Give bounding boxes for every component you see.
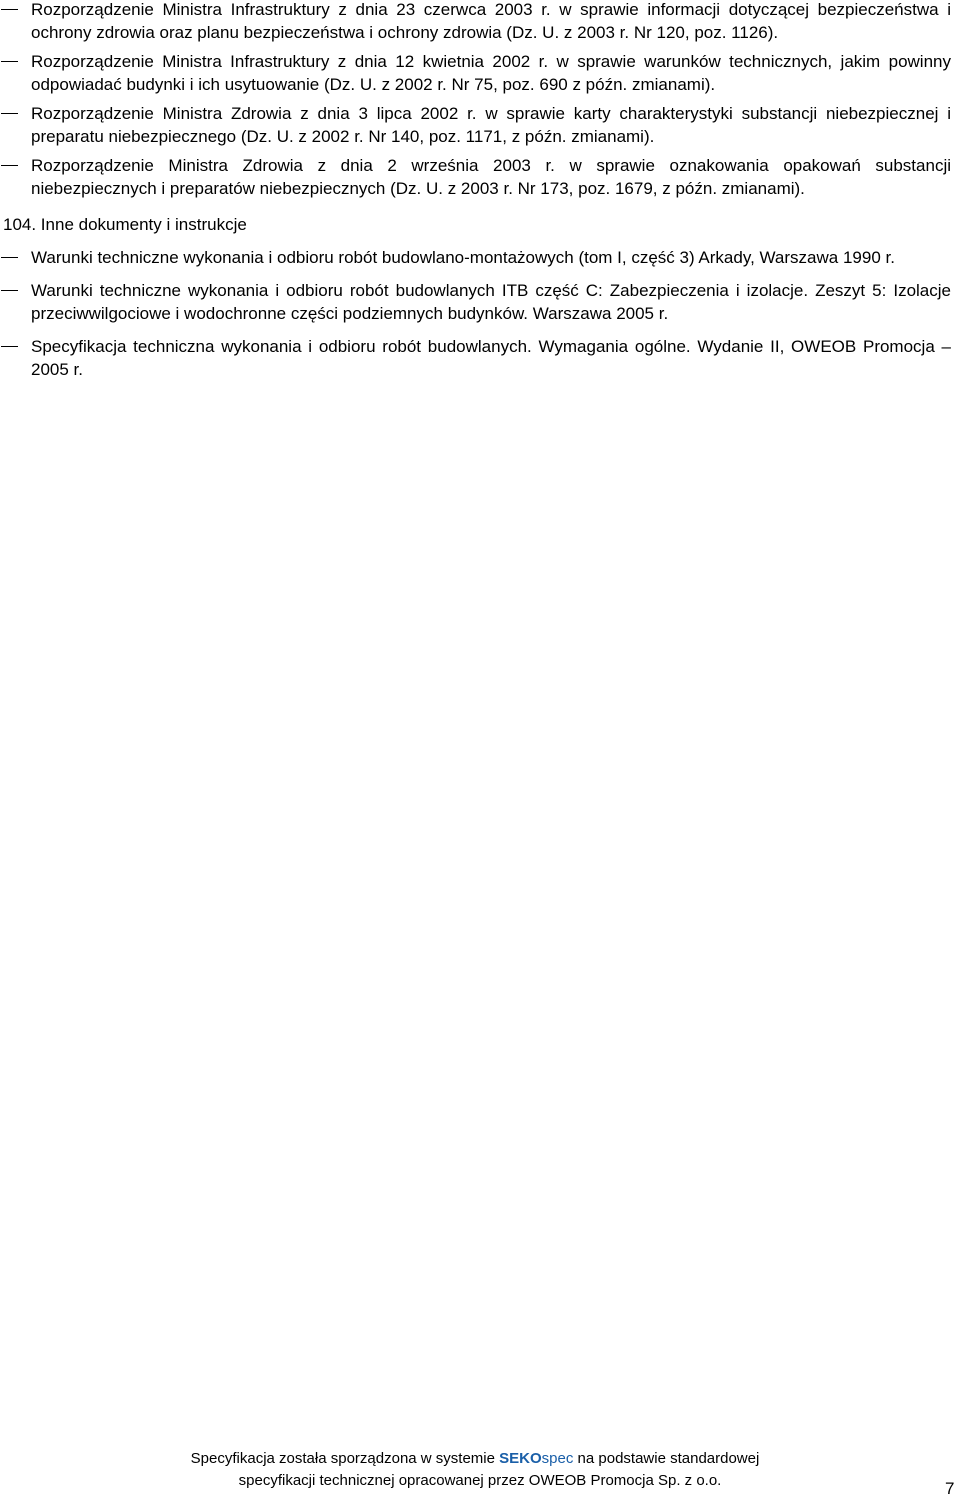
page-footer	[0, 1448, 960, 1492]
dash-bullet	[1, 257, 18, 258]
list-item	[0, 335, 960, 381]
dash-bullet	[1, 290, 18, 291]
other-documents-list	[0, 246, 960, 381]
footer-text-after: na podstawie standardowej	[577, 1450, 760, 1467]
dash-bullet	[1, 61, 18, 62]
list-item-text: Rozporządzenie Ministra Infrastruktury z dnia 12 kwietnia 2002 r. w sprawie warunków technicznych, jakim powinny odpowiadać budynki i ich usytuowanie (Dz. U. z 2002 r. Nr 75, poz. 690 z późn. zmianami).	[31, 52, 951, 94]
list-item-text: Warunki techniczne wykonania i odbioru robót budowlanych ITB część C: Zabezpieczenia i izolacje. Zeszyt 5: Izolacje przeciwwilgociowe i wodochronne części podziemnych budynków. Warszawa 2005 r.	[31, 281, 951, 323]
list-item-text: Rozporządzenie Ministra Zdrowia z dnia 3 lipca 2002 r. w sprawie karty charakterystyki substancji niebezpiecznej i preparatu niebezpiecznego (Dz. U. z 2002 r. Nr 140, poz. 1171, z późn. zmianami).	[31, 104, 951, 146]
document-page	[0, 0, 960, 391]
section-heading: 104. Inne dokumenty i instrukcje	[3, 215, 247, 234]
dash-bullet	[1, 9, 18, 10]
list-item-text: Warunki techniczne wykonania i odbioru robót budowlano-montażowych (tom I, część 3) Arkady, Warszawa 1990 r.	[31, 248, 895, 267]
list-item	[0, 279, 960, 325]
list-item-text: Rozporządzenie Ministra Infrastruktury z dnia 23 czerwca 2003 r. w sprawie informacji dotyczącej bezpieczeństwa i ochrony zdrowia oraz planu bezpieczeństwa i ochrony zdrowia (Dz. U. z 2003 r. Nr 120, poz. 1126).	[31, 0, 951, 42]
dash-bullet	[1, 346, 18, 347]
footer-text-before: Specyfikacja została sporządzona w systemie	[190, 1450, 495, 1467]
brand-bold-text: SEKO	[499, 1450, 542, 1467]
list-item	[0, 50, 960, 96]
page-number: 7	[945, 1479, 955, 1498]
footer-line-2: specyfikacji technicznej opracowanej przez OWEOB Promocja Sp. z o.o.	[238, 1472, 722, 1489]
list-item-text: Specyfikacja techniczna wykonania i odbioru robót budowlanych. Wymagania ogólne. Wydanie II, OWEOB Promocja – 2005 r.	[31, 337, 951, 379]
list-item-text: Rozporządzenie Ministra Zdrowia z dnia 2 września 2003 r. w sprawie oznakowania opakowań substancji niebezpiecznych i preparatów niebezpiecznych (Dz. U. z 2003 r. Nr 173, poz. 1679, z późn. zmianami).	[31, 156, 951, 198]
dash-bullet	[1, 165, 18, 166]
dash-bullet	[1, 113, 18, 114]
list-item	[0, 0, 960, 44]
sekospec-logo	[499, 1450, 573, 1467]
list-item	[0, 154, 960, 200]
brand-light-text: spec	[541, 1450, 574, 1467]
list-item	[0, 102, 960, 148]
footer-line-1	[0, 1448, 960, 1470]
list-item	[0, 246, 960, 269]
regulations-list	[0, 0, 960, 200]
